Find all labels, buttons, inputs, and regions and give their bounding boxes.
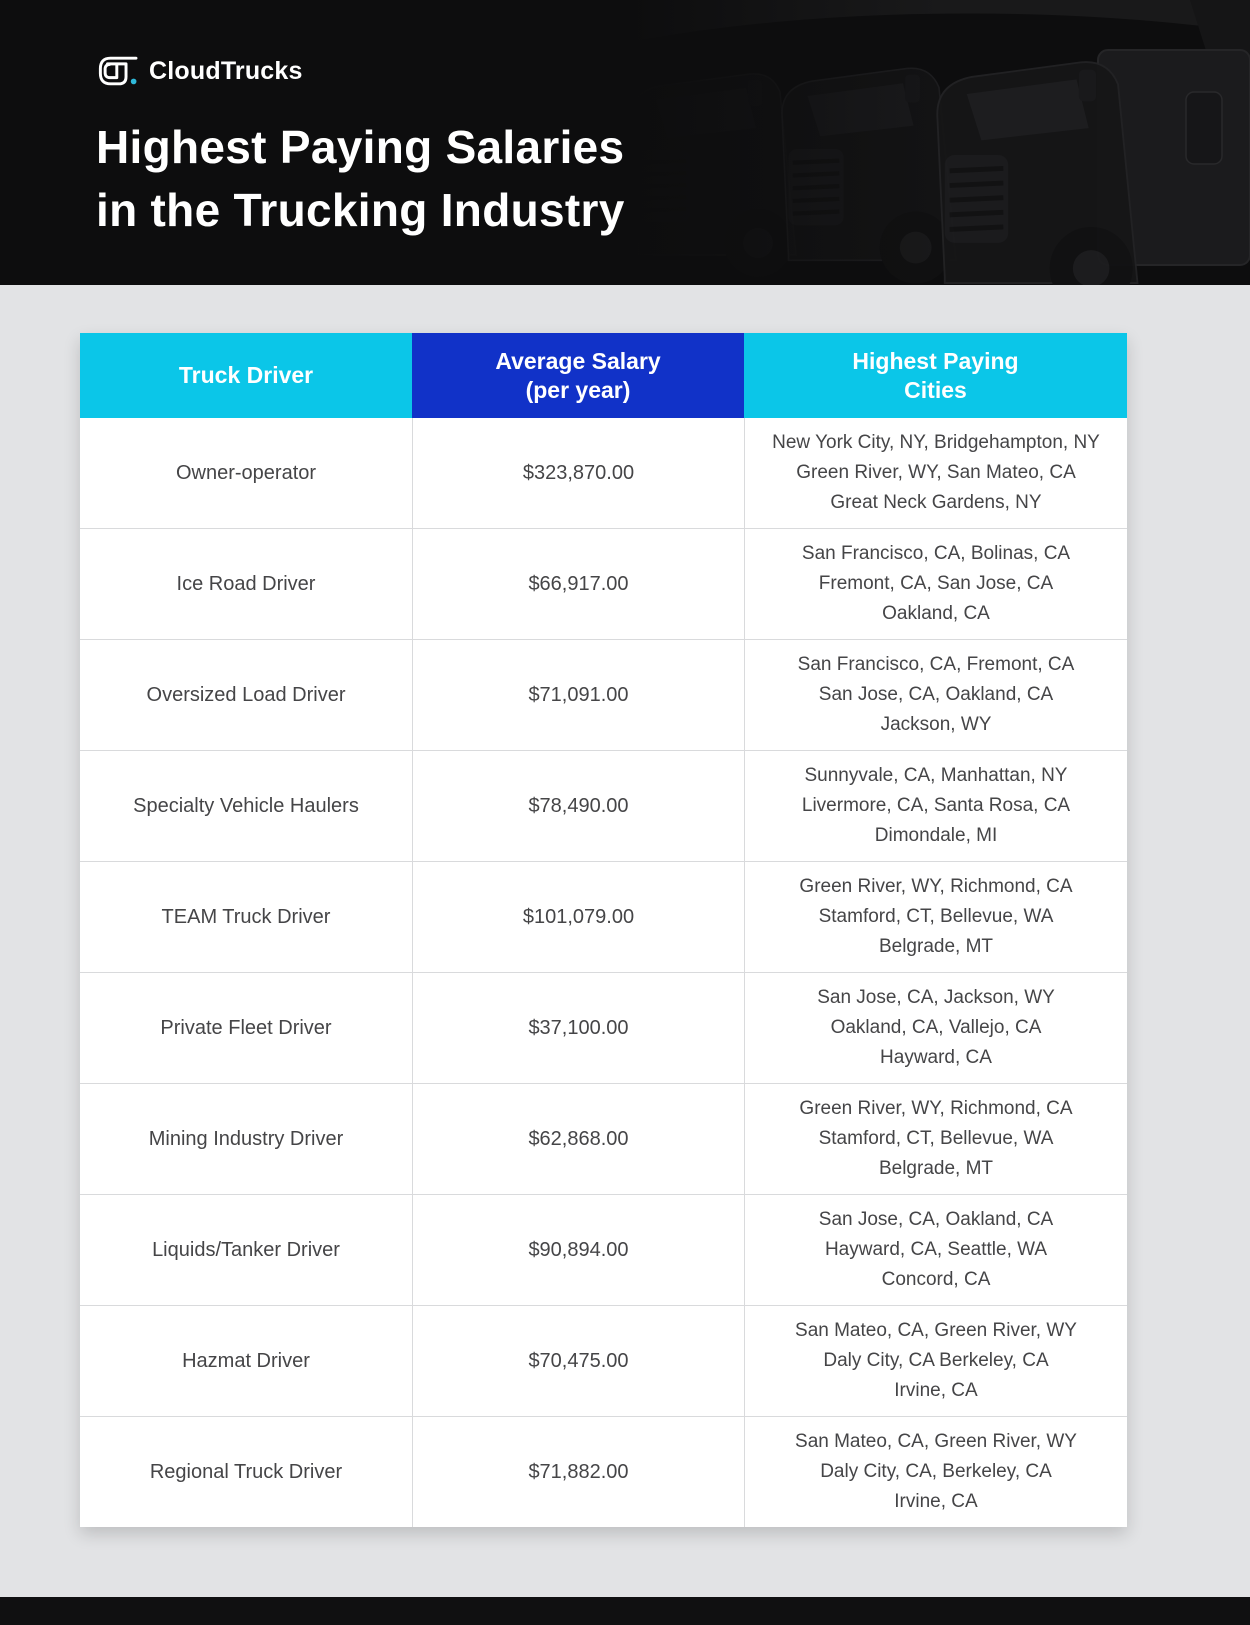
salary-cell — [412, 973, 744, 1083]
table-row — [80, 973, 1127, 1084]
column-header-line: Truck Driver — [178, 362, 314, 388]
city-line: Livermore, CA, Santa Rosa, CA — [801, 795, 1071, 816]
driver-label: Private Fleet Driver — [160, 1016, 332, 1039]
driver-cell — [80, 418, 412, 528]
driver-cell — [80, 1084, 412, 1194]
city-line: Hayward, CA — [880, 1047, 992, 1068]
city-line: Irvine, CA — [894, 1380, 978, 1401]
driver-label: Ice Road Driver — [176, 572, 316, 595]
title-line-2: in the Trucking Industry — [96, 184, 625, 236]
salary-value: $37,100.00 — [528, 1016, 629, 1039]
cities-cell — [744, 1084, 1127, 1194]
header-banner — [0, 0, 1250, 285]
salary-cell — [412, 1306, 744, 1416]
city-line: San Jose, CA, Oakland, CA — [818, 1209, 1054, 1230]
column-header-average-salary — [412, 333, 744, 418]
city-line: Fremont, CA, San Jose, CA — [818, 573, 1054, 594]
city-line: Dimondale, MI — [874, 825, 998, 846]
city-line: Daly City, CA Berkeley, CA — [823, 1350, 1049, 1371]
driver-label: TEAM Truck Driver — [161, 905, 331, 928]
column-header-line: Highest Paying — [852, 347, 1019, 374]
table-row — [80, 1306, 1127, 1417]
city-line: Stamford, CT, Bellevue, WA — [818, 1128, 1054, 1149]
cloudtrucks-monogram-icon — [96, 52, 138, 90]
column-header-line: Average Salary — [495, 347, 661, 374]
table-body — [80, 418, 1127, 1527]
table-row — [80, 751, 1127, 862]
city-line: Jackson, WY — [880, 714, 992, 735]
city-line: San Mateo, CA, Green River, WY — [795, 1320, 1077, 1341]
city-line: San Francisco, CA, Fremont, CA — [797, 654, 1075, 675]
salary-cell — [412, 529, 744, 639]
salary-cell — [412, 1417, 744, 1527]
city-line: San Francisco, CA, Bolinas, CA — [801, 543, 1071, 564]
city-line: San Jose, CA, Jackson, WY — [817, 987, 1055, 1008]
content-area — [0, 285, 1250, 1597]
salary-cell — [412, 862, 744, 972]
salary-value: $62,868.00 — [528, 1127, 629, 1150]
page-title — [96, 116, 1250, 242]
cities-cell — [744, 529, 1127, 639]
driver-cell — [80, 1417, 412, 1527]
city-line: Green River, WY, Richmond, CA — [799, 876, 1073, 897]
table-row — [80, 1195, 1127, 1306]
cities-cell — [744, 640, 1127, 750]
salary-cell — [412, 751, 744, 861]
cities-cell — [744, 1306, 1127, 1416]
column-header-line: (per year) — [525, 376, 631, 403]
cloudtrucks-logo-text: CloudTrucks — [149, 56, 303, 85]
column-header-highest-paying-cities — [744, 333, 1127, 418]
city-line: Daly City, CA, Berkeley, CA — [820, 1461, 1052, 1482]
city-line: Sunnyvale, CA, Manhattan, NY — [804, 765, 1068, 786]
driver-label: Hazmat Driver — [182, 1349, 310, 1372]
driver-label: Liquids/Tanker Driver — [152, 1238, 340, 1261]
cities-cell — [744, 862, 1127, 972]
table-header-row — [80, 333, 1127, 418]
salary-value: $70,475.00 — [528, 1349, 629, 1372]
driver-label: Regional Truck Driver — [149, 1460, 343, 1483]
city-line: San Mateo, CA, Green River, WY — [795, 1431, 1077, 1452]
city-line: New York City, NY, Bridgehampton, NY — [772, 432, 1100, 453]
column-header-line: Cities — [904, 376, 967, 403]
salary-table — [80, 333, 1127, 1527]
salary-value: $101,079.00 — [522, 905, 635, 928]
city-line: Oakland, CA — [882, 603, 990, 624]
title-line-1: Highest Paying Salaries — [96, 121, 625, 173]
cloudtrucks-logo — [96, 52, 1250, 90]
driver-label: Mining Industry Driver — [148, 1127, 344, 1150]
driver-cell — [80, 1306, 412, 1416]
salary-cell — [412, 418, 744, 528]
table-row — [80, 418, 1127, 529]
driver-cell — [80, 640, 412, 750]
city-line: Hayward, CA, Seattle, WA — [824, 1239, 1048, 1260]
city-line: Oakland, CA, Vallejo, CA — [830, 1017, 1042, 1038]
salary-value: $66,917.00 — [528, 572, 629, 595]
cities-cell — [744, 1195, 1127, 1305]
footer-bar — [0, 1597, 1250, 1625]
driver-label: Specialty Vehicle Haulers — [133, 794, 359, 817]
driver-label: Owner-operator — [175, 461, 317, 484]
city-line: Great Neck Gardens, NY — [830, 492, 1042, 513]
city-line: Irvine, CA — [894, 1491, 978, 1512]
salary-value: $71,882.00 — [528, 1460, 629, 1483]
salary-cell — [412, 1195, 744, 1305]
salary-value: $78,490.00 — [528, 794, 629, 817]
driver-cell — [80, 862, 412, 972]
banner-content — [0, 0, 1250, 242]
table-row — [80, 862, 1127, 973]
table-row — [80, 640, 1127, 751]
driver-cell — [80, 751, 412, 861]
salary-value: $323,870.00 — [522, 461, 635, 484]
column-header-truck-driver — [80, 333, 412, 418]
salary-value: $71,091.00 — [528, 683, 629, 706]
driver-cell — [80, 529, 412, 639]
table-row — [80, 529, 1127, 640]
city-line: Green River, WY, San Mateo, CA — [796, 462, 1076, 483]
table-row — [80, 1084, 1127, 1195]
table-row — [80, 1417, 1127, 1527]
salary-cell — [412, 640, 744, 750]
city-line: Concord, CA — [881, 1269, 991, 1290]
city-line: San Jose, CA, Oakland, CA — [818, 684, 1054, 705]
city-line: Belgrade, MT — [878, 1158, 994, 1179]
city-line: Stamford, CT, Bellevue, WA — [818, 906, 1054, 927]
driver-cell — [80, 973, 412, 1083]
cities-cell — [744, 973, 1127, 1083]
salary-cell — [412, 1084, 744, 1194]
city-line: Green River, WY, Richmond, CA — [799, 1098, 1073, 1119]
driver-label: Oversized Load Driver — [146, 683, 346, 706]
cities-cell — [744, 418, 1127, 528]
city-line: Belgrade, MT — [878, 936, 994, 957]
salary-value: $90,894.00 — [528, 1238, 629, 1261]
cities-cell — [744, 751, 1127, 861]
driver-cell — [80, 1195, 412, 1305]
cities-cell — [744, 1417, 1127, 1527]
